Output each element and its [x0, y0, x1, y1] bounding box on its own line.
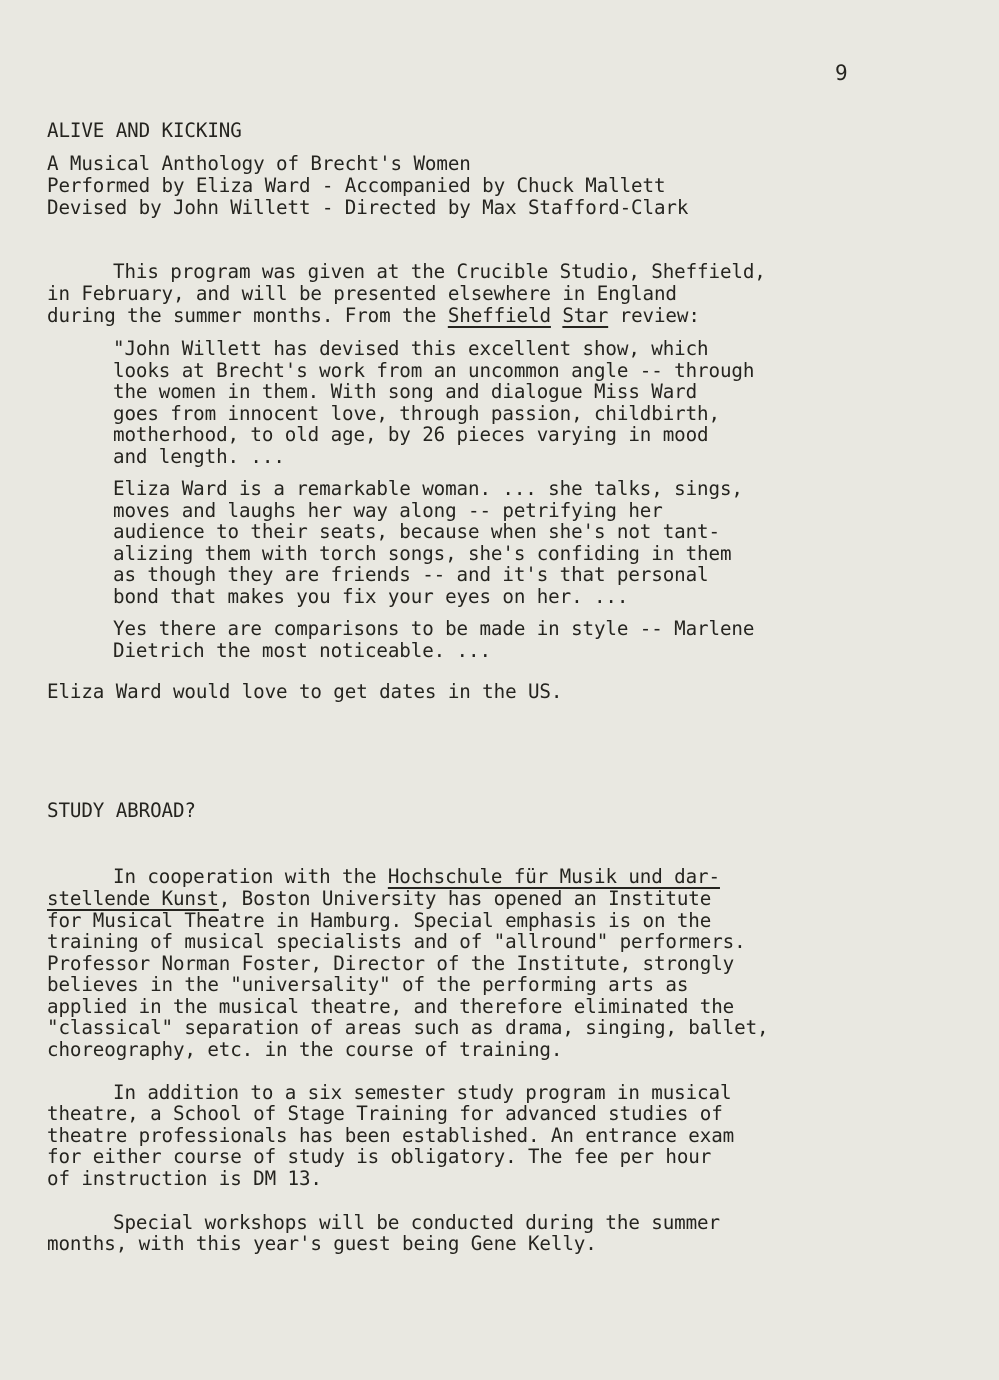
page-number: 9 — [835, 61, 848, 85]
paragraph-line: training of musical specialists and of "allround" performers. — [47, 930, 746, 953]
quote-line: moves and laughs her way along -- petrifying her — [113, 499, 663, 522]
institution-name-underlined: Hochschule für Musik und dar- — [387, 865, 720, 888]
paragraph-line — [113, 866, 720, 888]
section-heading-study-abroad: STUDY ABROAD? — [47, 799, 196, 822]
quote-line: goes from innocent love, through passion, childbirth, — [113, 402, 720, 425]
paragraph-line: "classical" separation of areas such as drama, singing, ballet, — [47, 1016, 769, 1039]
institution-name-underlined: stellende Kunst — [47, 887, 219, 910]
paragraph-line: months, with this year's guest being Gene Kelly. — [47, 1232, 597, 1255]
quote-line: motherhood, to old age, by 26 pieces varying in mood — [113, 423, 709, 446]
paragraph-line — [47, 888, 711, 910]
quote-line: looks at Brecht's work from an uncommon angle -- through — [113, 359, 755, 382]
closing-line: Eliza Ward would love to get dates in the US. — [47, 680, 563, 703]
text-run: during the summer months. From the — [47, 304, 448, 327]
quote-line: Eliza Ward is a remarkable woman. ... she talks, sings, — [113, 477, 743, 500]
paragraph-line: in February, and will be presented elsewhere in England — [47, 282, 677, 305]
text-run: , Boston University has opened an Institute — [218, 887, 712, 910]
quote-line: the women in them. With song and dialogue Miss Ward — [113, 380, 698, 403]
paragraph-line: choreography, etc. in the course of training. — [47, 1038, 563, 1061]
section-heading-alive-and-kicking: ALIVE AND KICKING — [47, 119, 242, 142]
publication-title-underlined: Star — [562, 304, 609, 327]
credit-line: Performed by Eliza Ward - Accompanied by Chuck Mallett — [47, 174, 666, 197]
paragraph-line: Professor Norman Foster, Director of the Institute, strongly — [47, 952, 735, 975]
quote-line: alizing them with torch songs, she's confiding in them — [113, 542, 732, 565]
quote-line: as though they are friends -- and it's that personal — [113, 563, 709, 586]
paragraph-line: believes in the "universality" of the performing arts as — [47, 973, 689, 996]
credit-line: Devised by John Willett - Directed by Max Stafford-Clark — [47, 196, 689, 219]
paragraph-line: theatre professionals has been established. An entrance exam — [47, 1124, 735, 1147]
paragraph-line: applied in the musical theatre, and therefore eliminated the — [47, 995, 735, 1018]
text-run — [551, 304, 562, 327]
publication-title-underlined: Sheffield — [447, 304, 551, 327]
paragraph-line: In addition to a six semester study program in musical — [113, 1081, 732, 1104]
paragraph-line: theatre, a School of Stage Training for advanced studies of — [47, 1102, 723, 1125]
quote-line: and length. ... — [113, 445, 285, 468]
paragraph-line: of instruction is DM 13. — [47, 1167, 322, 1190]
credit-line: A Musical Anthology of Brecht's Women — [47, 152, 471, 175]
text-run: In cooperation with the — [113, 865, 388, 888]
paragraph-line: for Musical Theatre in Hamburg. Special emphasis is on the — [47, 909, 712, 932]
paragraph-line: This program was given at the Crucible Studio, Sheffield, — [113, 260, 766, 283]
paragraph-line — [47, 305, 700, 327]
quote-line: Yes there are comparisons to be made in style -- Marlene — [113, 617, 755, 640]
text-run: review: — [608, 304, 700, 327]
quote-line: "John Willett has devised this excellent show, which — [113, 337, 709, 360]
quote-line: bond that makes you fix your eyes on her. ... — [113, 585, 629, 608]
quote-line: Dietrich the most noticeable. ... — [113, 639, 491, 662]
quote-line: audience to their seats, because when she's not tant- — [113, 520, 720, 543]
paragraph-line: Special workshops will be conducted during the summer — [113, 1211, 720, 1234]
paragraph-line: for either course of study is obligatory. The fee per hour — [47, 1145, 712, 1168]
